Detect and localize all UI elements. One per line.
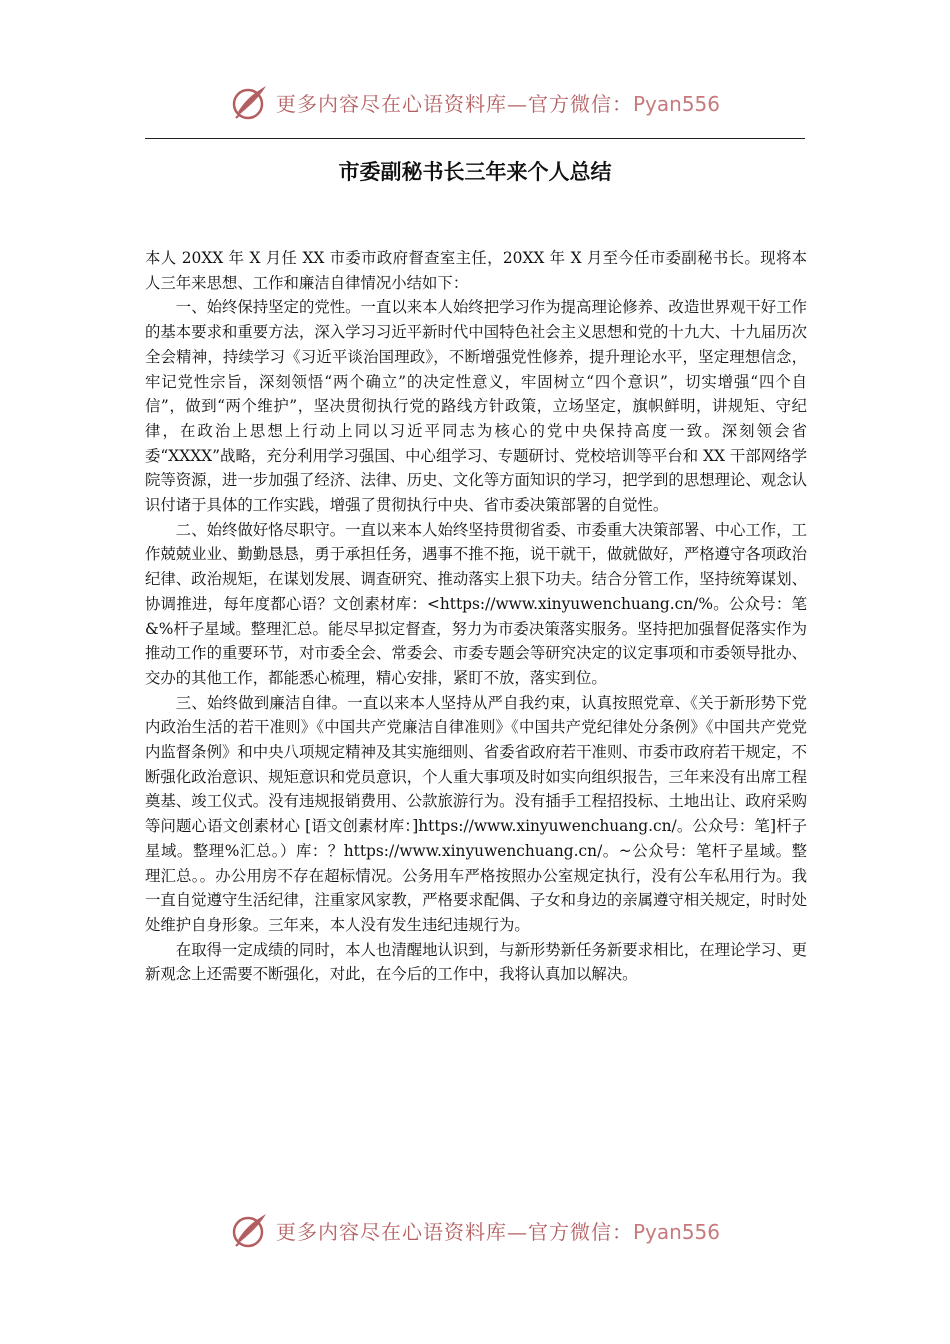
banner-text: 更多内容尽在心语资料库—官方微信：Pyan556: [275, 1219, 720, 1244]
paragraph-section-1: 一、始终保持坚定的党性。一直以来本人始终把学习作为提高理论修养、改造世界观干好工作的基本要求和重要方法，深入学习习近平新时代中国特色社会主义思想和党的十九大、十九届历次全会精神，持续学习《习近平谈治国理政》，不断增强党性修养，提升理论水平，坚定理想信念，牢记党性宗旨，深刻领悟“两个确立”的决定性意义，牢固树立“四个意识”，切实增强“四个自信”，做到“两个维护”，坚决贯彻执行党的路线方针政策，立场坚定，旗帜鲜明，讲规矩、守纪律，在政治上思想上行动上同以习近平同志为核心的党中央保持高度一致。深刻领会省委“XXXX”战略，充分利用学习强国、中心组学习、专题研讨、党校培训等平台和 XX 干部网络学院等资源，进一步加强了经济、法律、历史、文化等方面知识的学习，把学到的思想理论、观念认识付诸于具体的工作实践，增强了贯彻执行中央、省市委决策部署的自觉性。: [145, 298, 807, 515]
wechat-id: Pyan556: [632, 91, 720, 116]
banner-text: 更多内容尽在心语资料库—官方微信：Pyan556: [275, 91, 720, 116]
wechat-id: Pyan556: [632, 1219, 720, 1244]
paragraph-section-2: 二、始终做好恪尽职守。一直以来本人始终坚持贯彻省委、市委重大决策部署、中心工作，工作兢兢业业、勤勤恳恳，勇于承担任务，遇事不推不拖，说干就干，做就做好，严格遵守各项政治纪律、政治规矩，在谋划发展、调查研究、推动落实上狠下功夫。结合分管工作，坚持统筹谋划、协调推进，每年度都心语？文创素材库：<https://www.xinyuwenchuang.cn/%。公众号：笔&%杆子星域。整理汇总。能尽早拟定督查，努力为市委决策落实服务。坚持把加强督促落实作为推动工作的重要环节，对市委全会、常委会、市委专题会等研究决定的议定事项和市委领导批办、交办的其他工作，都能悉心梳理，精心安排，紧盯不放，落实到位。: [145, 520, 807, 687]
header-rule: [145, 138, 805, 139]
document-title: 市委副秘书长三年来个人总结: [338, 160, 612, 184]
footer-banner: [0, 1210, 950, 1250]
paragraph-section-3: 三、始终做到廉洁自律。一直以来本人坚持从严自我约束，认真按照党章、《关于新形势下党内政治生活的若干准则》《中国共产党廉洁自律准则》《中国共产党纪律处分条例》《中国共产党党内监督条例》和中央八项规定精神及其实施细则、省委省政府若干准则、市委市政府若干规定，不断强化政治意识、规矩意识和党员意识，个人重大事项及时如实向组织报告，三年来没有出席工程奠基、竣工仪式。没有违规报销费用、公款旅游行为。没有插手工程招投标、土地出让、政府采购等问题心语文创素材心 [语文创素材库：]https://www.xinyuwenchuang.cn/。公众号：笔]杆子星域。整理%汇总。）库：？https://www.xinyuwenchuang.cn/。~公众号：笔杆子星域。整理汇总。。办公用房不存在超标情况。公务用车严格按照办公室规定执行，没有公车私用行为。我一直自觉遵守生活纪律，注重家风家教，严格要求配偶、子女和身边的亲属遵守相关规定，时时处处维护自身形象。三年来，本人没有发生违纪违规行为。: [145, 693, 807, 934]
quill-logo-icon: [230, 82, 270, 122]
paragraph-conclusion: 在取得一定成绩的同时，本人也清醒地认识到，与新形势新任务新要求相比，在理论学习、更新观念上还需要不断强化，对此，在今后的工作中，我将认真加以解决。: [145, 940, 807, 984]
quill-logo-icon: [230, 1210, 270, 1250]
document-body: [145, 246, 807, 987]
header-banner: [0, 82, 950, 122]
paragraph-intro: 本人 20XX 年 X 月任 XX 市委市政府督查室主任，20XX 年 X 月至今任市委副秘书长。现将本人三年来思想、工作和廉洁自律情况小结如下：: [145, 249, 807, 292]
